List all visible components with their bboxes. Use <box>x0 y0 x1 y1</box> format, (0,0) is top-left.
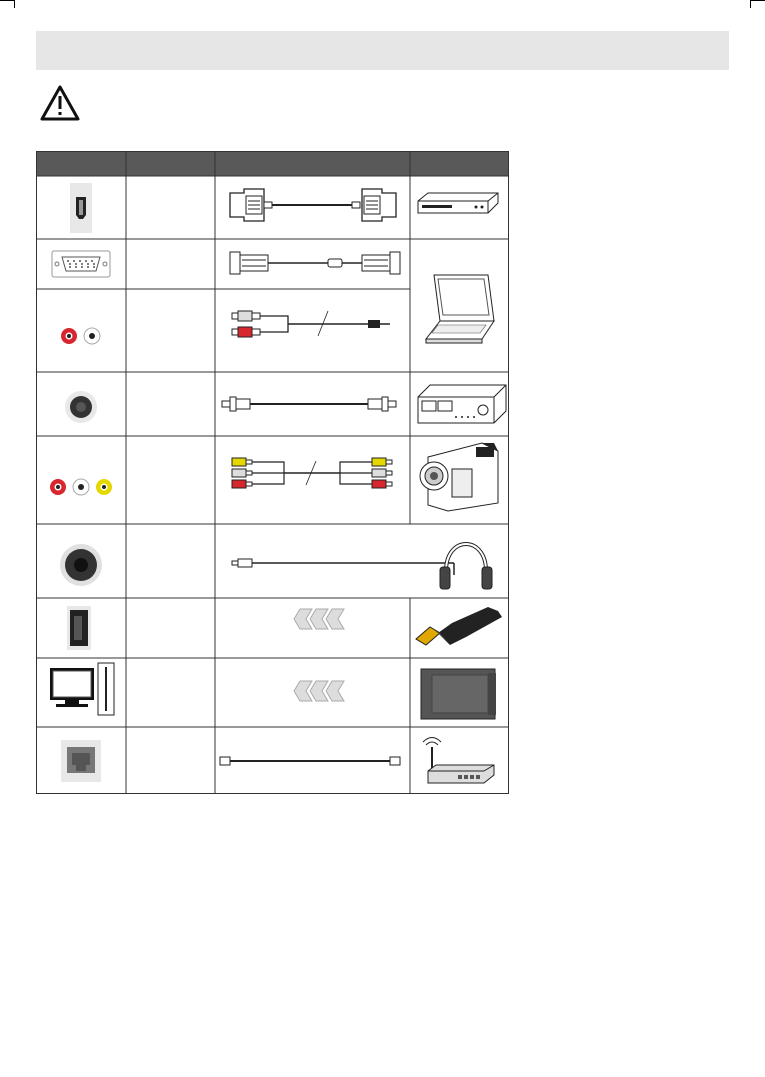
table-header-row <box>36 151 509 176</box>
vga-cable-icon <box>230 252 400 274</box>
laptop-icon <box>426 275 494 343</box>
audio-rca-port-icon <box>61 328 100 344</box>
coaxial-cable-icon <box>222 397 396 411</box>
connection-table <box>36 151 509 794</box>
hdmi-port-icon <box>70 183 92 233</box>
av-cable-icon <box>232 458 392 488</box>
insert-arrows-icon <box>294 609 344 629</box>
ethernet-cable-icon <box>220 757 400 765</box>
section-header-bar <box>36 31 729 70</box>
ci-slot-icon <box>50 663 114 715</box>
crop-marks <box>0 0 765 12</box>
vga-port-icon <box>52 251 110 277</box>
dvd-player-icon <box>418 193 498 213</box>
hdmi-cable-icon <box>230 189 396 221</box>
av-composite-port-icon <box>50 479 112 495</box>
ethernet-port-icon <box>61 740 101 782</box>
cam-module-icon <box>421 669 496 719</box>
audio-receiver-icon <box>418 385 506 423</box>
camcorder-icon <box>420 443 498 511</box>
warning-triangle-icon <box>39 84 81 122</box>
insert-arrows-icon <box>294 681 344 701</box>
headphones-icon <box>440 544 492 589</box>
usb-port-icon <box>67 606 91 650</box>
spdif-coaxial-port-icon <box>65 391 97 423</box>
rca-to-jack-cable-icon <box>232 311 390 337</box>
headphone-jack-icon <box>60 544 102 586</box>
usb-stick-icon <box>416 607 502 645</box>
headphone-cable-icon <box>232 559 454 575</box>
router-icon <box>423 738 494 784</box>
